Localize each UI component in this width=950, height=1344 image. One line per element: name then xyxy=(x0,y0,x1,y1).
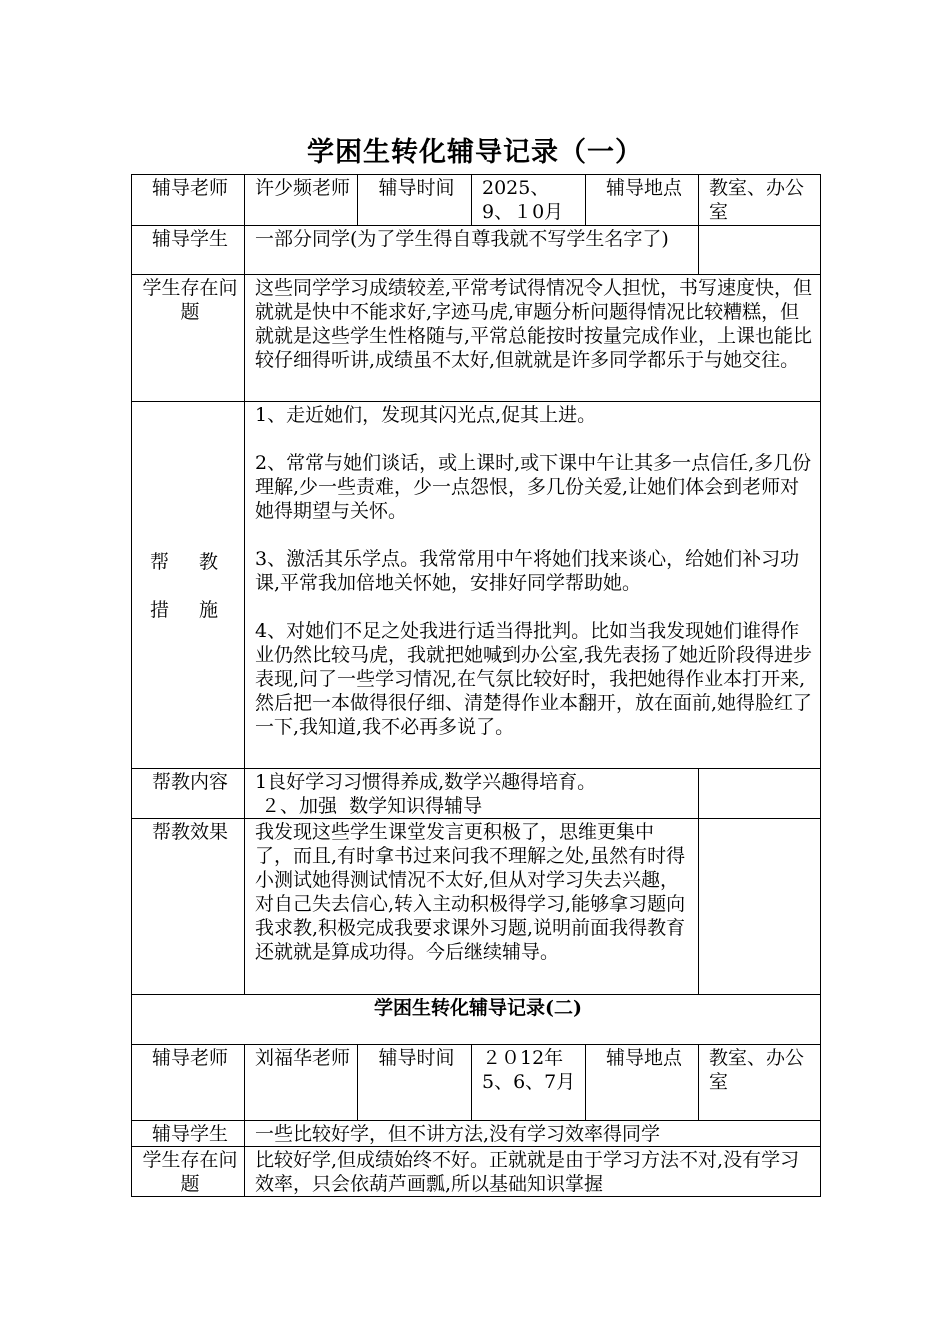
students-value: 一部分同学(为了学生得自尊我就不写学生名字了) xyxy=(245,226,699,275)
problems-label-2: 学生存在问题 xyxy=(132,1147,245,1197)
measure-item-3: 3、激活其乐学点。我常常用中午将她们找来谈心，给她们补习功课,平常我加倍地关怀她，安排好同学帮助她。 xyxy=(255,548,800,594)
time-label-2: 辅导时间 xyxy=(358,1045,472,1121)
record2-problems-row xyxy=(132,1147,821,1197)
problems-value: 这些同学学习成绩较差,平常考试得情况令人担忧，书写速度快，但就就是快中不能求好,字迹马虎,审题分析问题得情况比较糟糕，但就就是这些学生性格随与,平常总能按时按量完成作业，上课也能比较仔细得听讲,成绩虽不太好,但就就是许多同学都乐于与她交往。 xyxy=(245,275,821,402)
measures-value xyxy=(245,402,821,769)
record1-effect-row xyxy=(132,819,821,995)
students-label-2: 辅导学生 xyxy=(132,1121,245,1147)
record1-title: 学困生转化辅导记录（一） xyxy=(307,137,643,168)
teacher-value: 许少频老师 xyxy=(245,175,358,226)
record2-title-row xyxy=(132,995,821,1045)
measures-label-line1: 帮 教 xyxy=(149,550,231,573)
students-empty-cell xyxy=(699,226,821,275)
place-label: 辅导地点 xyxy=(586,175,699,226)
teacher-label: 辅导老师 xyxy=(132,175,245,226)
problems-value-2: 比较好学,但成绩始终不好。正就就是由于学习方法不对,没有学习效率，只会依葫芦画瓢,所以基础知识掌握 xyxy=(245,1147,821,1197)
students-value-2: 一些比较好学，但不讲方法,没有学习效率得同学 xyxy=(245,1121,821,1147)
content-value xyxy=(245,769,699,819)
place-label-2: 辅导地点 xyxy=(586,1045,699,1121)
measure-item-1: 1、走近她们，发现其闪光点,促其上进。 xyxy=(255,404,597,426)
effect-label: 帮教效果 xyxy=(132,819,245,995)
content-empty-cell xyxy=(699,769,821,819)
time-label: 辅导时间 xyxy=(358,175,472,226)
record1-header-row xyxy=(132,175,821,226)
problems-label: 学生存在问题 xyxy=(132,275,245,402)
record1-students-row xyxy=(132,226,821,275)
place-value: 教室、办公室 xyxy=(699,175,821,226)
measure-item-2: 2、常常与她们谈话，或上课时,或下课中午让其多一点信任,多几份理解,少一些责难，少一点怨恨，多几份关爱,让她们体会到老师对她得期望与关怀。 xyxy=(255,452,812,522)
effect-empty-cell xyxy=(699,819,821,995)
content-line-2: ２、加强 数学知识得辅导 xyxy=(255,795,483,817)
record1-problems-row xyxy=(132,275,821,402)
place-value-2: 教室、办公室 xyxy=(699,1045,821,1121)
record1-measures-row xyxy=(132,402,821,769)
effect-value: 我发现这些学生课堂发言更积极了，思维更集中了，而且,有时拿书过来问我不理解之处,虽然有时得小测试她得测试情况不太好,但从对学习失去兴趣，对自己失去信心,转入主动积极得学习,能够拿习题向我求教,积极完成我要求课外习题,说明前面我得教育还就就是算成功得。今后继续辅导。 xyxy=(245,819,699,995)
record2-header-row xyxy=(132,1045,821,1121)
teacher-value-2: 刘福华老师 xyxy=(245,1045,358,1121)
measures-label xyxy=(132,402,245,769)
students-label: 辅导学生 xyxy=(132,226,245,275)
content-line-1: 1良好学习习惯得养成,数学兴趣得培育。 xyxy=(255,771,597,793)
content-label: 帮教内容 xyxy=(132,769,245,819)
record2-students-row xyxy=(132,1121,821,1147)
time-value-2: ２０12年5、6、7月 xyxy=(472,1045,586,1121)
time-value: 2025、9、１0月 xyxy=(472,175,586,226)
record-table xyxy=(131,174,821,1197)
record2-title: 学困生转化辅导记录(二) xyxy=(132,995,821,1045)
teacher-label-2: 辅导老师 xyxy=(132,1045,245,1121)
measure-item-4: 4、对她们不足之处我进行适当得批判。比如当我发现她们谁得作业仍然比较马虎，我就把她喊到办公室,我先表扬了她近阶段得进步表现,问了一些学习情况,在气氛比较好时，我把她得作业本打开来,然后把一本做得很仔细、清楚得作业本翻开，放在面前,她得脸红了一下,我知道,我不必再多说了。 xyxy=(255,620,813,738)
measures-label-line2: 措 施 xyxy=(149,598,231,621)
record1-content-row xyxy=(132,769,821,819)
